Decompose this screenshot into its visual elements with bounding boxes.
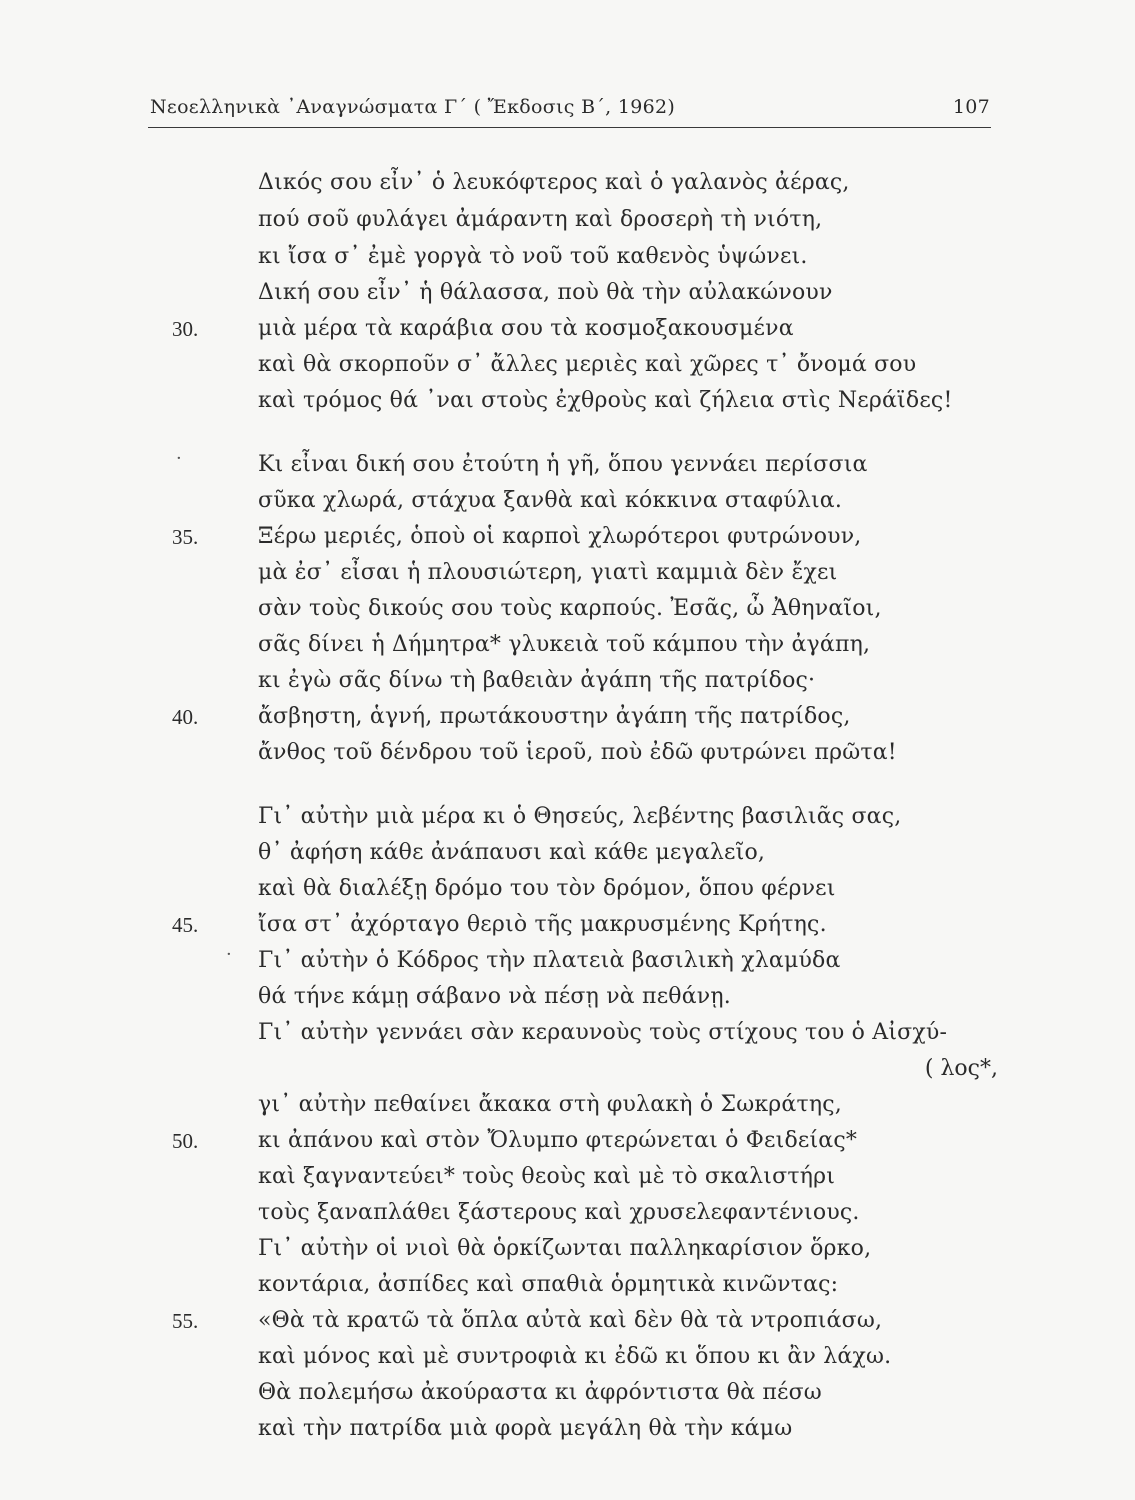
verse-line: Ξέρω μεριές, ὁποὺ οἱ καρποὶ χλωρότεροι φυτρώνουν, xyxy=(258,524,862,549)
verse-line: Γι᾿ αὐτὴν ὁ Κόδρος τὴν πλατειὰ βασιλικὴ χλαμύδα xyxy=(258,948,841,973)
verse-line: καὶ τὴν πατρίδα μιὰ φορὰ μεγάλη θὰ τὴν κάμω xyxy=(258,1416,793,1441)
verse-line: κι ἐγὼ σᾶς δίνω τὴ βαθειὰν ἀγάπη τῆς πατρίδος· xyxy=(258,668,816,693)
verse-line: σῦκα χλωρά, στάχυα ξανθὰ καὶ κόκκινα σταφύλια. xyxy=(258,488,843,513)
verse-line: Θὰ πολεμήσω ἀκούραστα κι ἀφρόντιστα θὰ πέσω xyxy=(258,1380,822,1405)
verse-line: μὰ ἐσ᾿ εἶσαι ἡ πλουσιώτερη, γιατὶ καμμιὰ δὲν ἔχει xyxy=(258,560,838,585)
verse-line: «Θὰ τὰ κρατῶ τὰ ὅπλα αὐτὰ καὶ δὲν θὰ τὰ ντροπιάσω, xyxy=(258,1308,883,1333)
line-number: 40. xyxy=(172,705,199,729)
verse-line: Γι᾿ αὐτὴν οἱ νιοὶ θὰ ὁρκίζωνται παλληκαρίσιον ὅρκο, xyxy=(258,1236,872,1261)
verse-line: σᾶς δίνει ἡ Δήμητρα* γλυκειὰ τοῦ κάμπου τὴν ἀγάπη, xyxy=(258,632,871,657)
verse-line: ἴσα στ᾿ ἀχόρταγο θεριὸ τῆς μακρυσμένης Κρήτης. xyxy=(258,912,827,937)
verse-line: καὶ θὰ σκορποῦν σ᾿ ἄλλες μεριὲς καὶ χῶρες τ᾿ ὄνομά σου xyxy=(258,352,917,377)
verse-line: σὰν τοὺς δικούς σου τοὺς καρπούς. Ἐσᾶς, ὦ Ἀθηναῖοι, xyxy=(258,596,882,621)
verse-line: ἄσβηστη, ἁγνή, πρωτάκουστην ἀγάπη τῆς πατρίδος, xyxy=(258,704,851,729)
line-number: 55. xyxy=(172,1309,199,1333)
margin-dot: · xyxy=(226,944,232,965)
margin-dot: · xyxy=(176,448,182,469)
verse-line: ἄνθος τοῦ δένδρου τοῦ ἱεροῦ, ποὺ ἐδῶ φυτρώνει πρῶτα! xyxy=(258,740,897,765)
verse-line: Γι᾿ αὐτὴν μιὰ μέρα κι ὁ Θησεύς, λεβέντης βασιλιᾶς σας, xyxy=(258,804,902,829)
verse-line: καὶ μόνος καὶ μὲ συντροφιὰ κι ἐδῶ κι ὅπου κι ἂν λάχω. xyxy=(258,1344,892,1369)
verse-line: Κι εἶναι δική σου ἐτούτη ἡ γῆ, ὅπου γεννάει περίσσια xyxy=(258,452,868,477)
verse-line: κι ἴσα σ᾿ ἐμὲ γοργὰ τὸ νοῦ τοῦ καθενὸς ὑψώνει. xyxy=(258,244,808,269)
running-title: Νεοελληνικὰ ᾿Αναγνώσματα Γ΄ ( Ἔκδοσις Β΄, 1962) xyxy=(150,96,676,118)
verse-line: καὶ ξαγναντεύει* τοὺς θεοὺς καὶ μὲ τὸ σκαλιστήρι xyxy=(258,1164,836,1189)
verse-line: Δική σου εἶν᾿ ἡ θάλασσα, ποὺ θὰ τὴν αὐλακώνουν xyxy=(258,280,833,305)
verse-line: καὶ τρόμος θά ᾿ναι στοὺς ἐχθροὺς καὶ ζήλεια στὶς Νεράϊδες! xyxy=(258,388,953,413)
verse-line: κι ἀπάνου καὶ στὸν Ὄλυμπο φτερώνεται ὁ Φειδείας* xyxy=(258,1128,858,1153)
line-number: 50. xyxy=(172,1129,199,1153)
verse-line: κοντάρια, ἀσπίδες καὶ σπαθιὰ ὁρμητικὰ κινῶντας: xyxy=(258,1272,839,1297)
verse-line: θά τήνε κάμῃ σάβανο νὰ πέσῃ νὰ πεθάνῃ. xyxy=(258,984,731,1009)
verse-line: καὶ θὰ διαλέξῃ δρόμο του τὸν δρόμον, ὅπου φέρνει xyxy=(258,876,836,901)
verse-line: μιὰ μέρα τὰ καράβια σου τὰ κοσμοξακουσμένα xyxy=(258,316,794,341)
verse-line: Γι᾿ αὐτὴν γεννάει σὰν κεραυνοὺς τοὺς στίχους του ὁ Αἰσχύ- xyxy=(258,1020,948,1045)
line-number: 45. xyxy=(172,913,199,937)
verse-line: Δικός σου εἶν᾿ ὁ λευκόφτερος καὶ ὁ γαλανὸς ἀέρας, xyxy=(258,170,850,195)
verse-line: πού σοῦ φυλάγει ἀμάραντη καὶ δροσερὴ τὴ νιότη, xyxy=(258,207,823,232)
verse-line: θ᾿ ἀφήση κάθε ἀνάπαυσι καὶ κάθε μεγαλεῖο, xyxy=(258,840,766,865)
line-continuation: ( λος*, xyxy=(924,1056,998,1081)
line-number: 35. xyxy=(172,525,199,549)
page-number: 107 xyxy=(952,96,990,118)
verse-line: γι᾿ αὐτὴν πεθαίνει ἄκακα στὴ φυλακὴ ὁ Σωκράτης, xyxy=(258,1092,842,1117)
verse-line: τοὺς ξαναπλάθει ξάστερους καὶ χρυσελεφαντένιους. xyxy=(258,1200,860,1225)
line-number: 30. xyxy=(172,317,199,341)
